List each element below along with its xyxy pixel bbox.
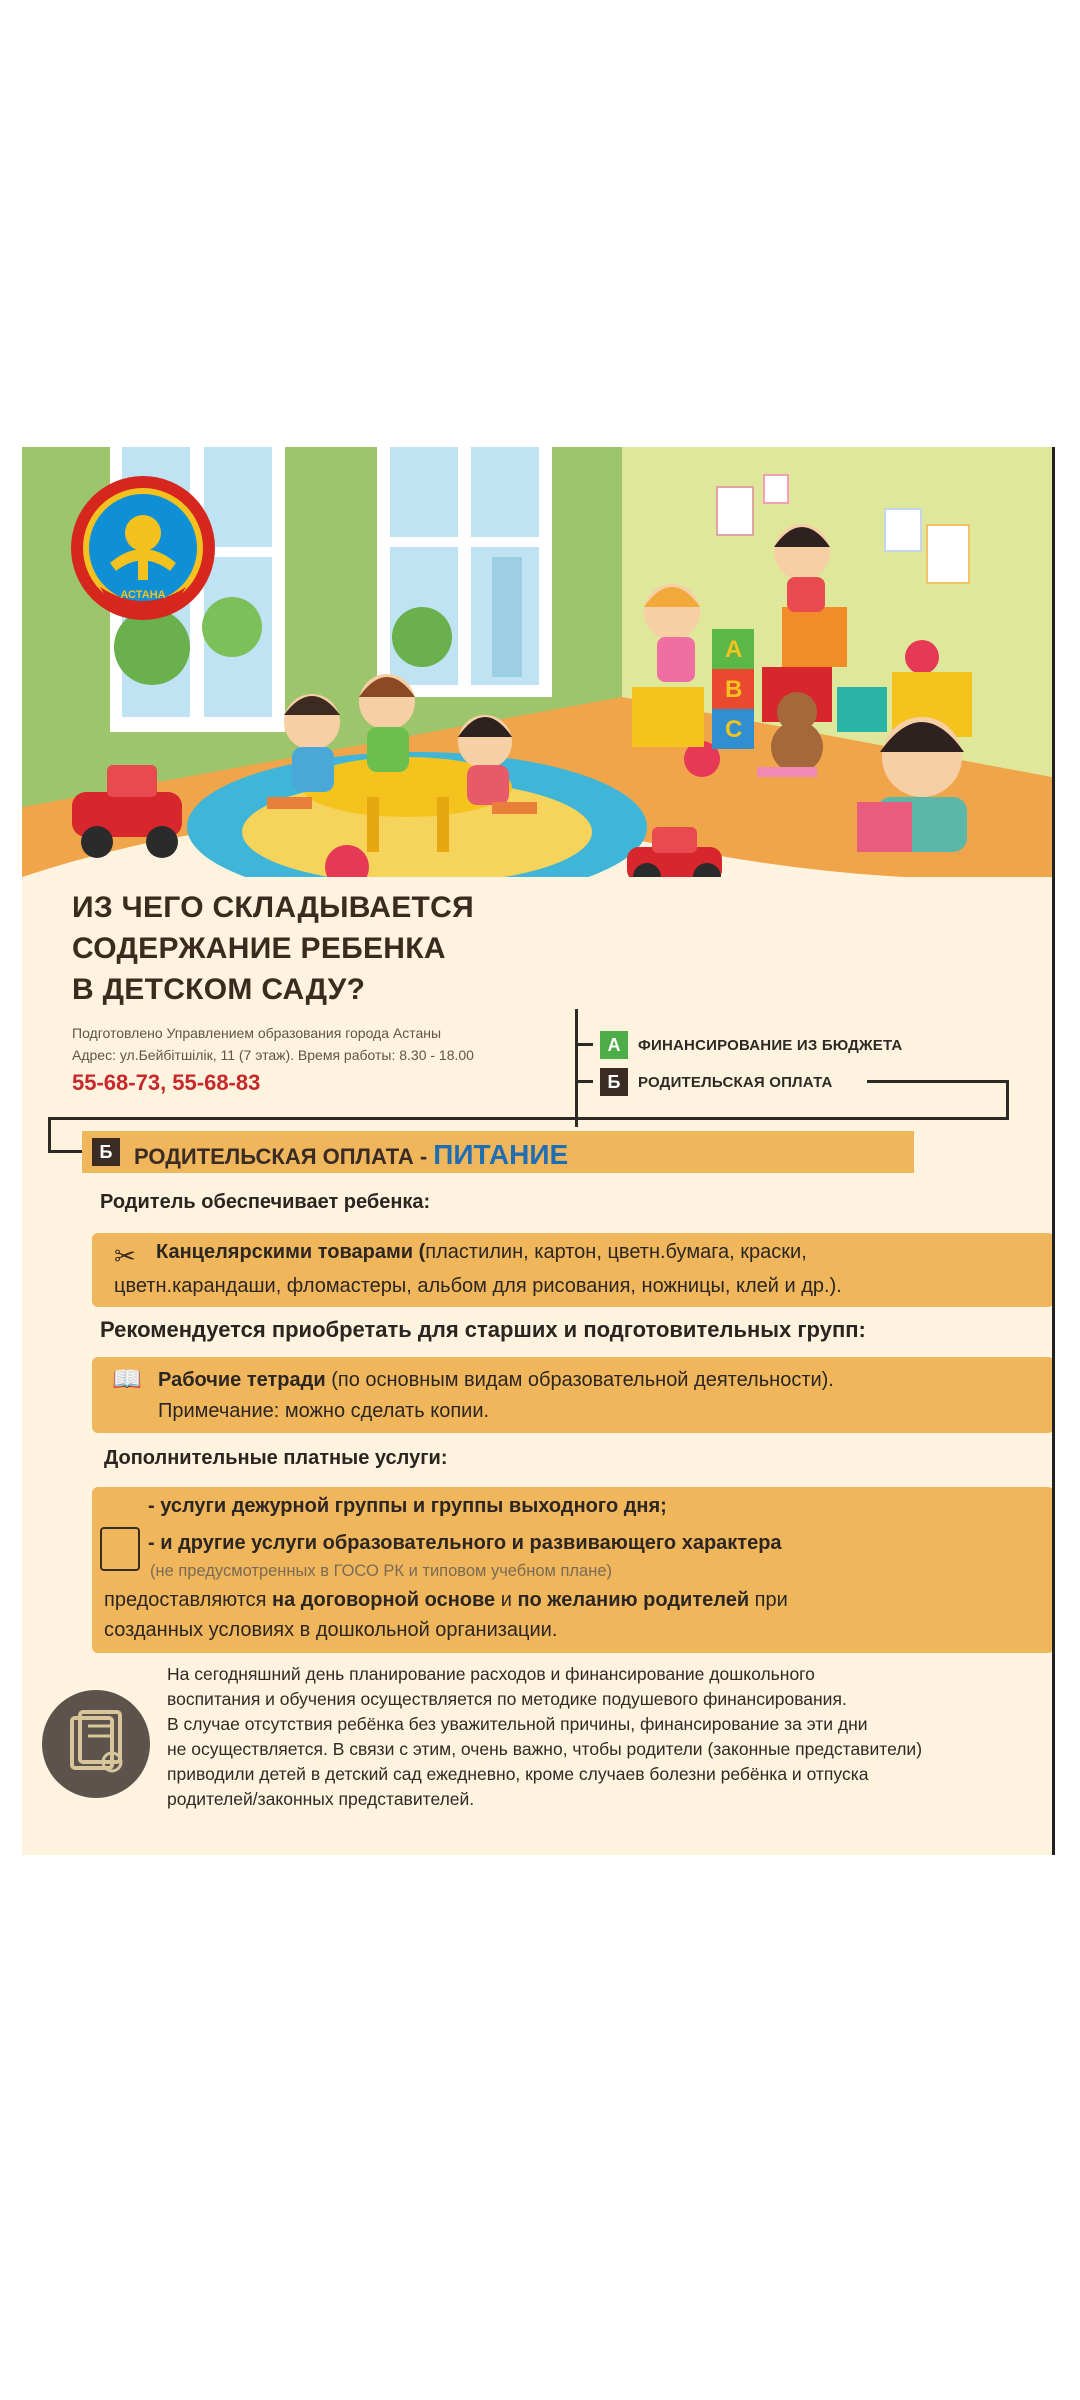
headline-line-3: В ДЕТСКОМ САДУ? <box>72 973 366 1006</box>
stationery-bold: Канцелярскими товарами ( <box>156 1241 426 1263</box>
services-paragraph-1 <box>104 1589 788 1612</box>
services-paragraph-2: созданных условиях в дошкольной организации. <box>104 1619 558 1641</box>
banner-letter-badge: Б <box>92 1138 120 1166</box>
kindergarten-illustration <box>22 447 1052 877</box>
legend-label-a: ФИНАНСИРОВАНИЕ ИЗ БЮДЖЕТА <box>638 1036 903 1054</box>
service-item-2: - и другие услуги образовательного и развивающего характера <box>148 1532 782 1554</box>
prepared-by: Подготовлено Управлением образования города Астаны <box>72 1025 442 1041</box>
connector-line-v <box>1006 1080 1009 1120</box>
legend-item-a <box>600 1031 902 1059</box>
stationery-rest: пластилин, картон, цветн.бумага, краски, <box>425 1241 807 1263</box>
connector-line-h <box>867 1080 1009 1083</box>
scissors-icon: ✂ <box>114 1241 136 1271</box>
services-p1-mid: и <box>495 1589 518 1611</box>
legend-tick-b <box>575 1080 593 1083</box>
section1-heading: Родитель обеспечивает ребенка: <box>100 1191 431 1213</box>
poster-edge <box>1052 447 1055 1855</box>
services-p1-bold1: на договорной основе <box>272 1589 496 1611</box>
service-item-1: - услуги дежурной группы и группы выходного дня; <box>148 1495 667 1517</box>
services-p1-bold2: по желанию родителей <box>517 1589 750 1611</box>
svg-text:A: A <box>725 636 743 663</box>
services-p1-end: при <box>749 1589 788 1611</box>
certificate-icon <box>42 1690 150 1798</box>
section2-heading: Рекомендуется приобретать для старших и подготовительных групп: <box>100 1317 866 1342</box>
section3-heading: Дополнительные платные услуги: <box>104 1447 448 1469</box>
letter-b-badge: Б <box>600 1068 628 1096</box>
banner-title-accent: ПИТАНИЕ <box>433 1139 569 1170</box>
document-icon <box>100 1527 140 1571</box>
services-p1-start: предоставляются <box>104 1589 273 1611</box>
legend-label-b: РОДИТЕЛЬСКАЯ ОПЛАТА <box>638 1073 833 1091</box>
funding-note-line-3: В случае отсутствия ребёнка без уважительной причины, финансирование за эти дни <box>167 1714 868 1734</box>
funding-note-line-1: На сегодняшний день планирование расходов и финансирование дошкольного <box>167 1664 815 1684</box>
connector-line-to-banner <box>48 1150 84 1153</box>
astana-logo <box>70 475 216 621</box>
logo-text: АСТАНА <box>120 589 166 601</box>
workbooks-note: Примечание: можно сделать копии. <box>158 1400 490 1422</box>
funding-note-line-2: воспитания и обучения осуществляется по методике подушевого финансирования. <box>167 1689 847 1709</box>
book-icon: 📖 <box>112 1366 142 1393</box>
funding-note <box>167 1662 1037 1812</box>
poster <box>22 447 1052 1855</box>
svg-text:B: B <box>725 676 743 703</box>
service-item-2-note: (не предусмотренных в ГОСО РК и типовом учебном плане) <box>150 1562 612 1580</box>
legend-item-b <box>600 1068 833 1096</box>
connector-line-down <box>48 1117 51 1153</box>
funding-note-line-5: приводили детей в детский сад ежедневно, кроме случаев болезни ребёнка и отпуска <box>167 1764 869 1784</box>
stationery-line-1 <box>156 1241 807 1264</box>
legend-bracket <box>575 1009 578 1127</box>
headline-line-2: СОДЕРЖАНИЕ РЕБЕНКА <box>72 932 446 965</box>
phone-numbers: 55-68-73, 55-68-83 <box>72 1070 261 1095</box>
legend-tick-a <box>575 1043 593 1046</box>
funding-note-line-6: родителей/законных представителей. <box>167 1789 475 1809</box>
address: Адрес: ул.Бейбітшілік, 11 (7 этаж). Время работы: 8.30 - 18.00 <box>72 1047 474 1063</box>
connector-line-bottom <box>48 1117 1009 1120</box>
workbooks-line-1 <box>158 1369 834 1392</box>
banner-title-text: РОДИТЕЛЬСКАЯ ОПЛАТА - <box>134 1144 434 1169</box>
window-middle <box>377 447 552 697</box>
headline-line-1: ИЗ ЧЕГО СКЛАДЫВАЕТСЯ <box>72 891 475 924</box>
svg-text:C: C <box>725 716 743 743</box>
stationery-card <box>92 1233 1052 1307</box>
headline <box>72 887 632 1010</box>
stationery-line-2: цветн.карандаши, фломастеры, альбом для рисования, ножницы, клей и др.). <box>114 1275 842 1297</box>
workbooks-bold: Рабочие тетради <box>158 1369 326 1391</box>
workbooks-rest: (по основным видам образовательной деятельности). <box>325 1369 834 1391</box>
paid-services-card <box>92 1487 1052 1653</box>
workbooks-card <box>92 1357 1052 1433</box>
letter-a-badge: А <box>600 1031 628 1059</box>
funding-note-line-4: не осуществляется. В связи с этим, очень важно, чтобы родители (законные представители) <box>167 1739 923 1759</box>
banner-title <box>134 1139 568 1171</box>
section-banner <box>82 1131 914 1173</box>
